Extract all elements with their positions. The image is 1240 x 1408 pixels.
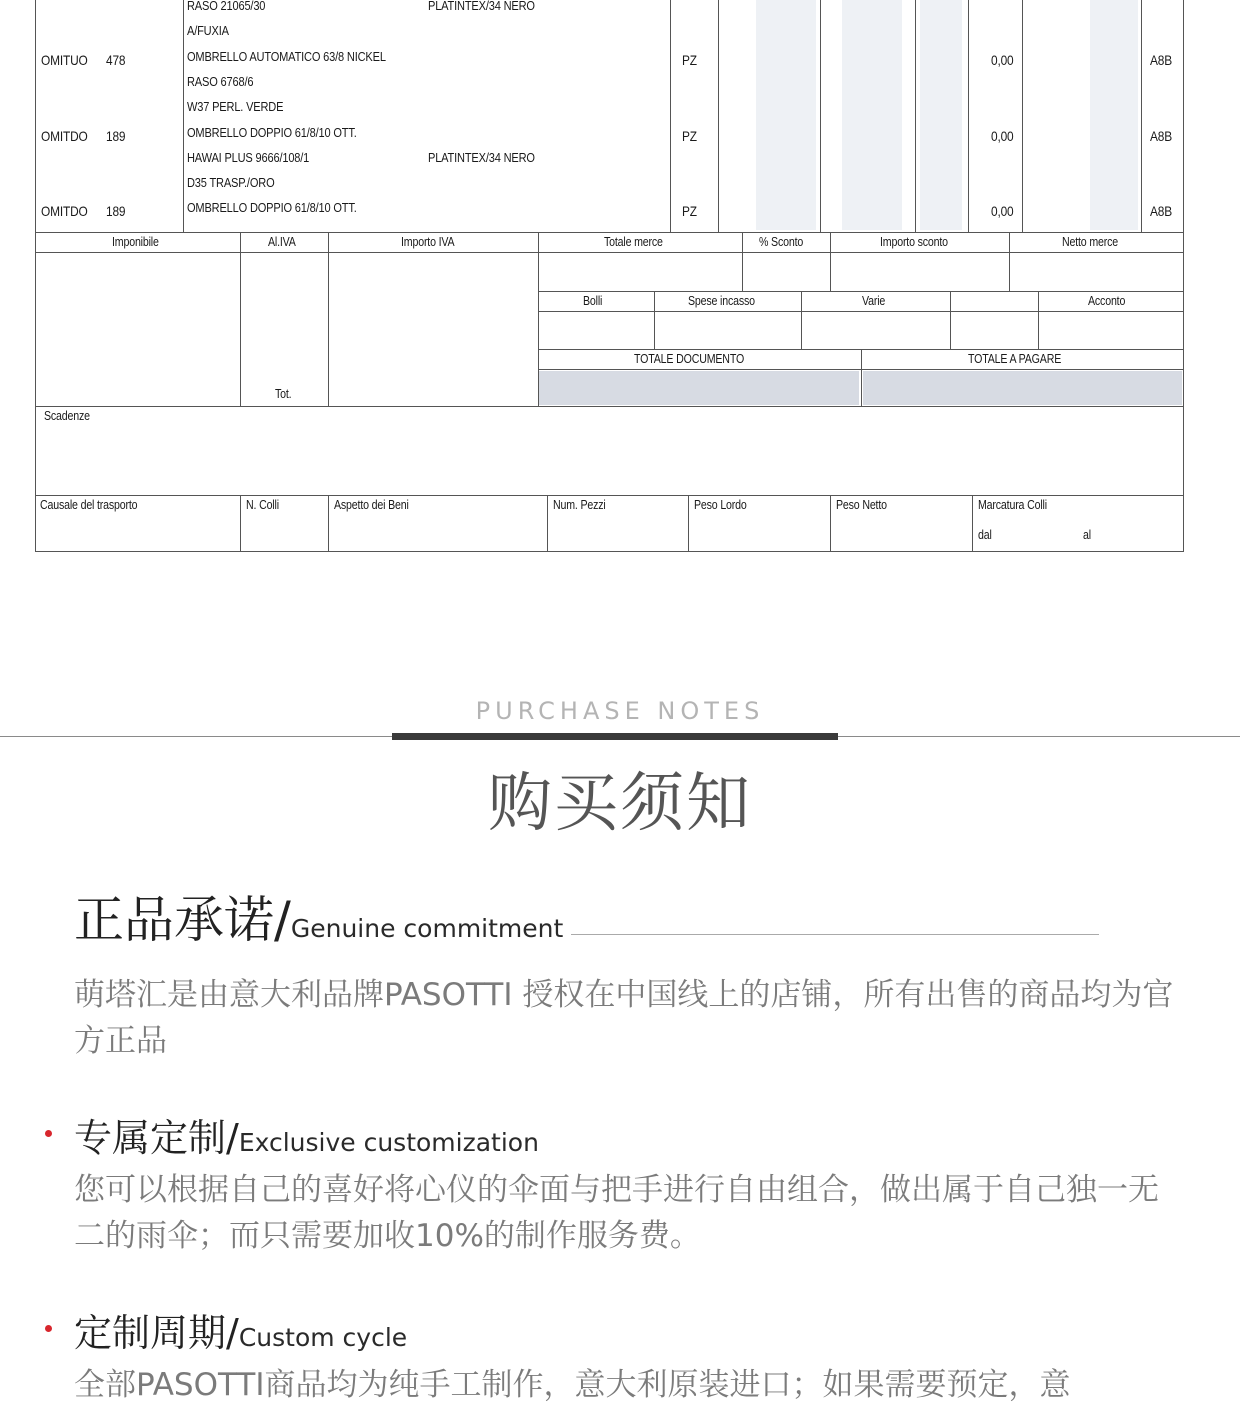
item-qty: 478 [106, 52, 126, 68]
item-value: 0,00 [991, 203, 1014, 219]
totale-documento-label: TOTALE DOCUMENTO [634, 352, 745, 366]
spese-incasso-label: Spese incasso [688, 294, 755, 308]
pezzi-label: Num. Pezzi [553, 498, 606, 512]
bolli-label: Bolli [583, 294, 603, 308]
importo-iva-label: Importo IVA [401, 235, 455, 249]
item-iva-code: A8B [1150, 52, 1172, 68]
item-description: RASO 21065/30 [187, 0, 266, 13]
genuine-heading [74, 880, 563, 952]
totale-merce-label: Totale merce [604, 235, 663, 249]
custom-text: 您可以根据自己的喜好将心仪的伞面与把手进行自由组合，做出属于自己独一无二的雨伞；而只需要加收10%的制作服务费。 [74, 1172, 1159, 1254]
aliva-label: Al.IVA [268, 235, 296, 249]
genuine-text: 萌塔汇是由意大利品牌PASOTTI 授权在中国线上的店铺，所有出售的商品均为官方正品 [74, 977, 1174, 1059]
varie-label: Varie [862, 294, 886, 308]
item-unit: PZ [682, 203, 697, 219]
scadenze-label: Scadenze [44, 409, 90, 423]
item-description: RASO 6768/6 [187, 74, 254, 89]
item-description: HAWAI PLUS 9666/108/1 [187, 150, 310, 165]
cycle-heading [74, 1302, 407, 1357]
item-iva-code: A8B [1150, 203, 1172, 219]
custom-bullet-icon [45, 1130, 52, 1137]
item-unit: PZ [682, 52, 697, 68]
item-description: OMBRELLO AUTOMATICO 63/8 NICKEL [187, 49, 386, 64]
item-description: OMBRELLO DOPPIO 61/8/10 OTT. [187, 125, 357, 140]
peso-netto-label: Peso Netto [836, 498, 887, 512]
genuine-title-cn: 正品承诺/ [74, 891, 291, 949]
imponibile-label: Imponibile [112, 235, 159, 249]
item-description: W37 PERL. VERDE [187, 99, 284, 114]
dal-label: dal [978, 528, 992, 542]
tot-label: Tot. [275, 387, 292, 401]
cycle-text: 全部PASOTTI商品均为纯手工制作，意大利原装进口；如果需要预定，意 [74, 1367, 1071, 1403]
item-fabric: PLATINTEX/34 NERO [428, 0, 535, 13]
custom-heading [74, 1107, 539, 1162]
item-value: 0,00 [991, 52, 1014, 68]
item-qty: 189 [106, 128, 126, 144]
cycle-title-en: Custom cycle [238, 1323, 408, 1352]
item-iva-code: A8B [1150, 128, 1172, 144]
genuine-title-en: Genuine commitment [290, 914, 564, 943]
causale-label: Causale del trasporto [40, 498, 138, 512]
acconto-label: Acconto [1088, 294, 1126, 308]
invoice-scan [0, 0, 1240, 560]
al-label: al [1083, 528, 1091, 542]
cycle-title-cn: 定制周期/ [74, 1311, 239, 1355]
importo-sconto-label: Importo sconto [880, 235, 948, 249]
peso-lordo-label: Peso Lordo [694, 498, 747, 512]
item-unit: PZ [682, 128, 697, 144]
item-code: OMITDO [41, 203, 88, 219]
item-code: OMITUO [41, 52, 88, 68]
item-fabric: PLATINTEX/34 NERO [428, 150, 535, 165]
item-qty: 189 [106, 203, 126, 219]
item-value: 0,00 [991, 128, 1014, 144]
custom-title-en: Exclusive customization [238, 1128, 539, 1157]
item-description: D35 TRASP./ORO [187, 175, 275, 190]
colli-label: N. Colli [246, 498, 279, 512]
section-title-cn: 购买须知 [488, 767, 752, 841]
marcatura-label: Marcatura Colli [978, 498, 1047, 512]
sconto-label: % Sconto [759, 235, 804, 249]
genuine-heading-rule [571, 934, 1099, 935]
item-code: OMITDO [41, 128, 88, 144]
cycle-bullet-icon [45, 1325, 52, 1332]
totale-pagare-label: TOTALE A PAGARE [968, 352, 1062, 366]
item-description: A/FUXIA [187, 23, 229, 38]
custom-title-cn: 专属定制/ [74, 1116, 239, 1160]
netto-merce-label: Netto merce [1062, 235, 1119, 249]
item-description: OMBRELLO DOPPIO 61/8/10 OTT. [187, 200, 357, 215]
aspetto-label: Aspetto dei Beni [334, 498, 409, 512]
section-divider-accent [392, 733, 838, 740]
section-title-en: PURCHASE NOTES [475, 697, 765, 725]
